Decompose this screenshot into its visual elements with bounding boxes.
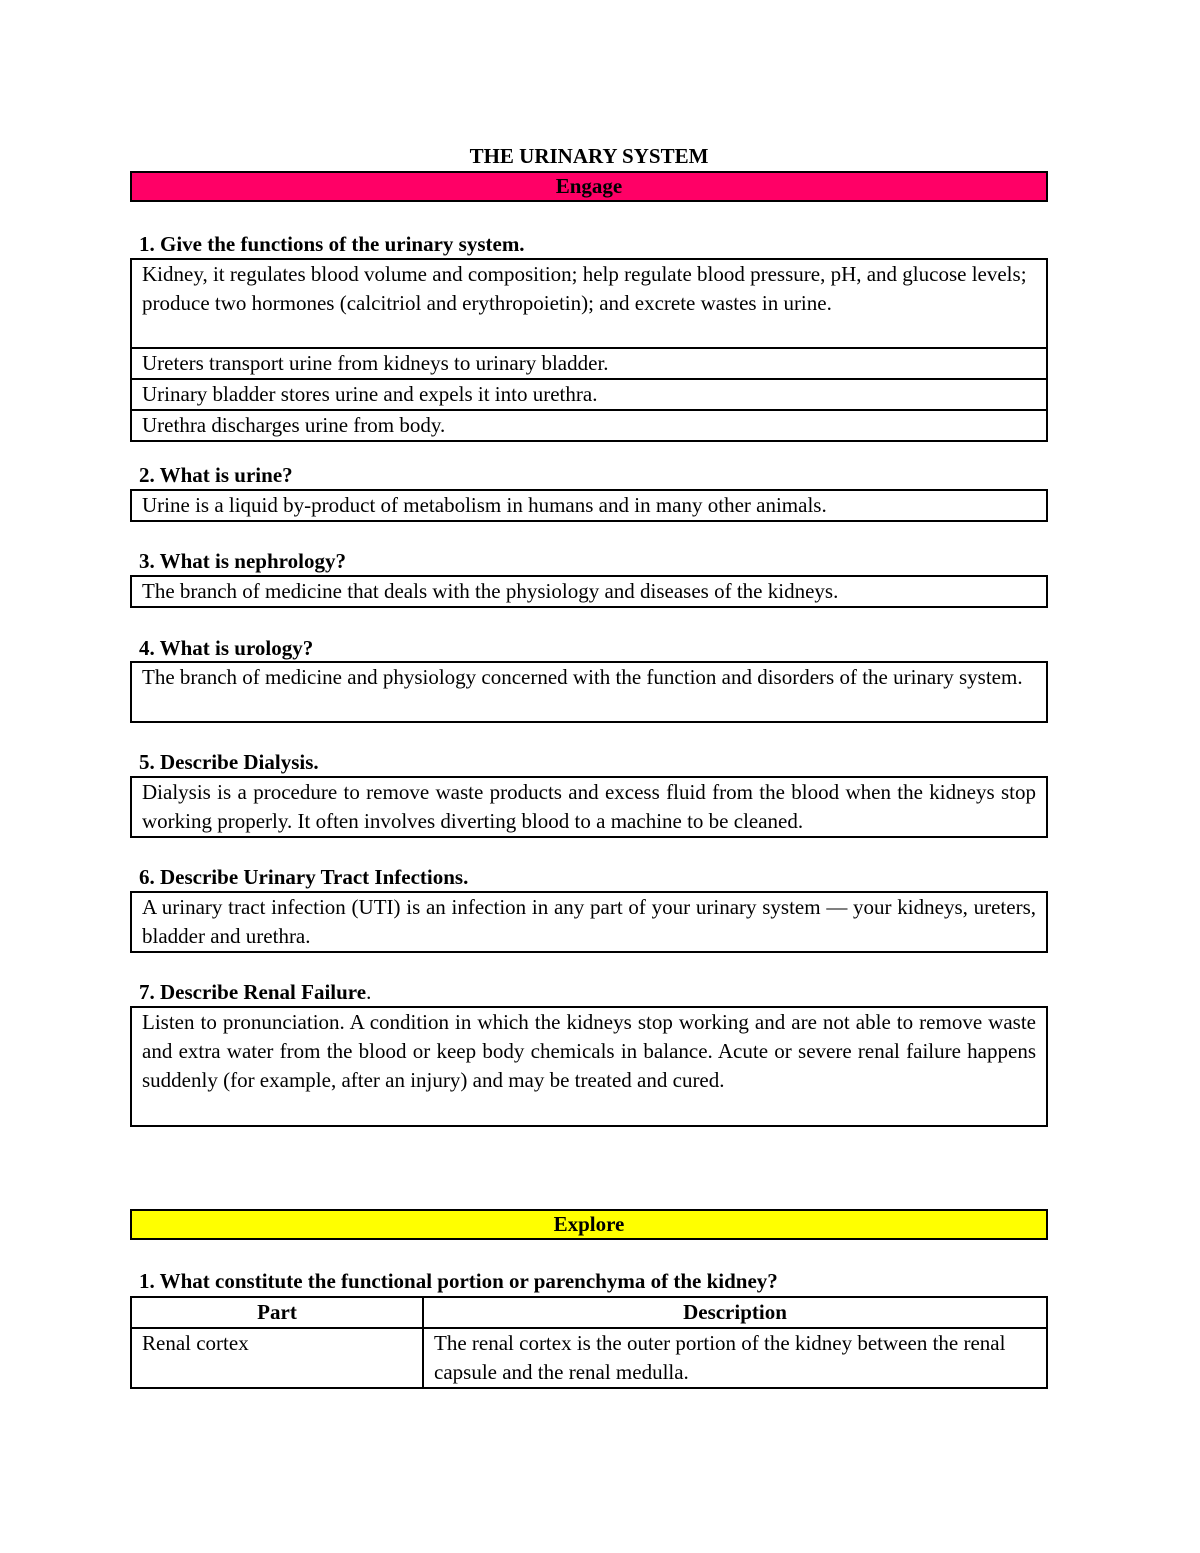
question-punctuation: . bbox=[366, 980, 372, 1004]
question-3 bbox=[139, 548, 1044, 574]
table-row bbox=[131, 348, 1047, 379]
question-number: 1. bbox=[139, 232, 155, 256]
question-1 bbox=[139, 231, 1044, 257]
question-number: 6. bbox=[139, 865, 155, 889]
engage-banner: Engage bbox=[130, 171, 1048, 202]
answer-box-3 bbox=[130, 575, 1048, 608]
answer-text: The branch of medicine and physiology concerned with the function and disorders of the urinary system. bbox=[142, 665, 1023, 689]
question-number: 5. bbox=[139, 750, 155, 774]
answer-box-5 bbox=[130, 776, 1048, 838]
column-header-description: Description bbox=[423, 1297, 1047, 1328]
table-cell-part: Renal cortex bbox=[131, 1328, 423, 1388]
question-7 bbox=[139, 979, 1044, 1005]
table-row bbox=[131, 379, 1047, 410]
functions-table bbox=[130, 258, 1048, 442]
answer-box-6 bbox=[130, 891, 1048, 953]
column-header-part: Part bbox=[131, 1297, 423, 1328]
question-text: What is nephrology? bbox=[159, 549, 346, 573]
answer-box-7 bbox=[130, 1006, 1048, 1127]
question-2 bbox=[139, 462, 1044, 488]
table-header-row bbox=[131, 1297, 1047, 1328]
table-cell-description: The renal cortex is the outer portion of the kidney between the renal capsule and the renal medulla. bbox=[423, 1328, 1047, 1388]
table-cell: Urethra discharges urine from body. bbox=[131, 410, 1047, 441]
question-5 bbox=[139, 749, 1044, 775]
question-number: 7. bbox=[139, 980, 155, 1004]
question-number: 3. bbox=[139, 549, 155, 573]
answer-box-4 bbox=[130, 661, 1048, 723]
table-row bbox=[131, 410, 1047, 441]
answer-text: The branch of medicine that deals with the physiology and diseases of the kidneys. bbox=[142, 579, 839, 603]
answer-text: Dialysis is a procedure to remove waste products and excess fluid from the blood when the kidneys stop working properly. It often involves diverting blood to a machine to be cleaned. bbox=[142, 780, 1036, 833]
question-text: Give the functions of the urinary system. bbox=[160, 232, 525, 256]
answer-box-2 bbox=[130, 489, 1048, 522]
question-text: Describe Renal Failure bbox=[160, 980, 367, 1004]
question-6 bbox=[139, 864, 1044, 890]
table-row bbox=[131, 259, 1047, 348]
answer-text: Urine is a liquid by-product of metabolism in humans and in many other animals. bbox=[142, 493, 827, 517]
answer-text: A urinary tract infection (UTI) is an infection in any part of your urinary system — your kidneys, ureters, bladder and urethra. bbox=[142, 895, 1036, 948]
table-cell: Urinary bladder stores urine and expels it into urethra. bbox=[131, 379, 1047, 410]
question-text: What is urology? bbox=[159, 636, 314, 660]
explore-banner: Explore bbox=[130, 1209, 1048, 1240]
question-text: What is urine? bbox=[159, 463, 293, 487]
parts-table bbox=[130, 1296, 1048, 1389]
explore-question-1 bbox=[139, 1268, 1044, 1294]
table-cell: Kidney, it regulates blood volume and composition; help regulate blood pressure, pH, and glucose levels; produce two hormones (calcitriol and erythropoietin); and excrete wastes in urine. bbox=[131, 259, 1047, 348]
question-4 bbox=[139, 635, 1044, 661]
question-text: What constitute the functional portion or parenchyma of the kidney? bbox=[159, 1269, 778, 1293]
question-text: Describe Urinary Tract Infections. bbox=[160, 865, 469, 889]
document-title: THE URINARY SYSTEM bbox=[469, 144, 709, 168]
question-number: 4. bbox=[139, 636, 155, 660]
question-number: 1. bbox=[139, 1269, 155, 1293]
question-text: Describe Dialysis. bbox=[160, 750, 319, 774]
question-number: 2. bbox=[139, 463, 155, 487]
table-cell: Ureters transport urine from kidneys to urinary bladder. bbox=[131, 348, 1047, 379]
table-row bbox=[131, 1328, 1047, 1388]
answer-text: Listen to pronunciation. A condition in which the kidneys stop working and are not able to remove waste and extra water from the blood or keep body chemicals in balance. Acute or severe renal failure happens suddenly (for example, after an injury) and may be treated and cured. bbox=[142, 1010, 1036, 1092]
